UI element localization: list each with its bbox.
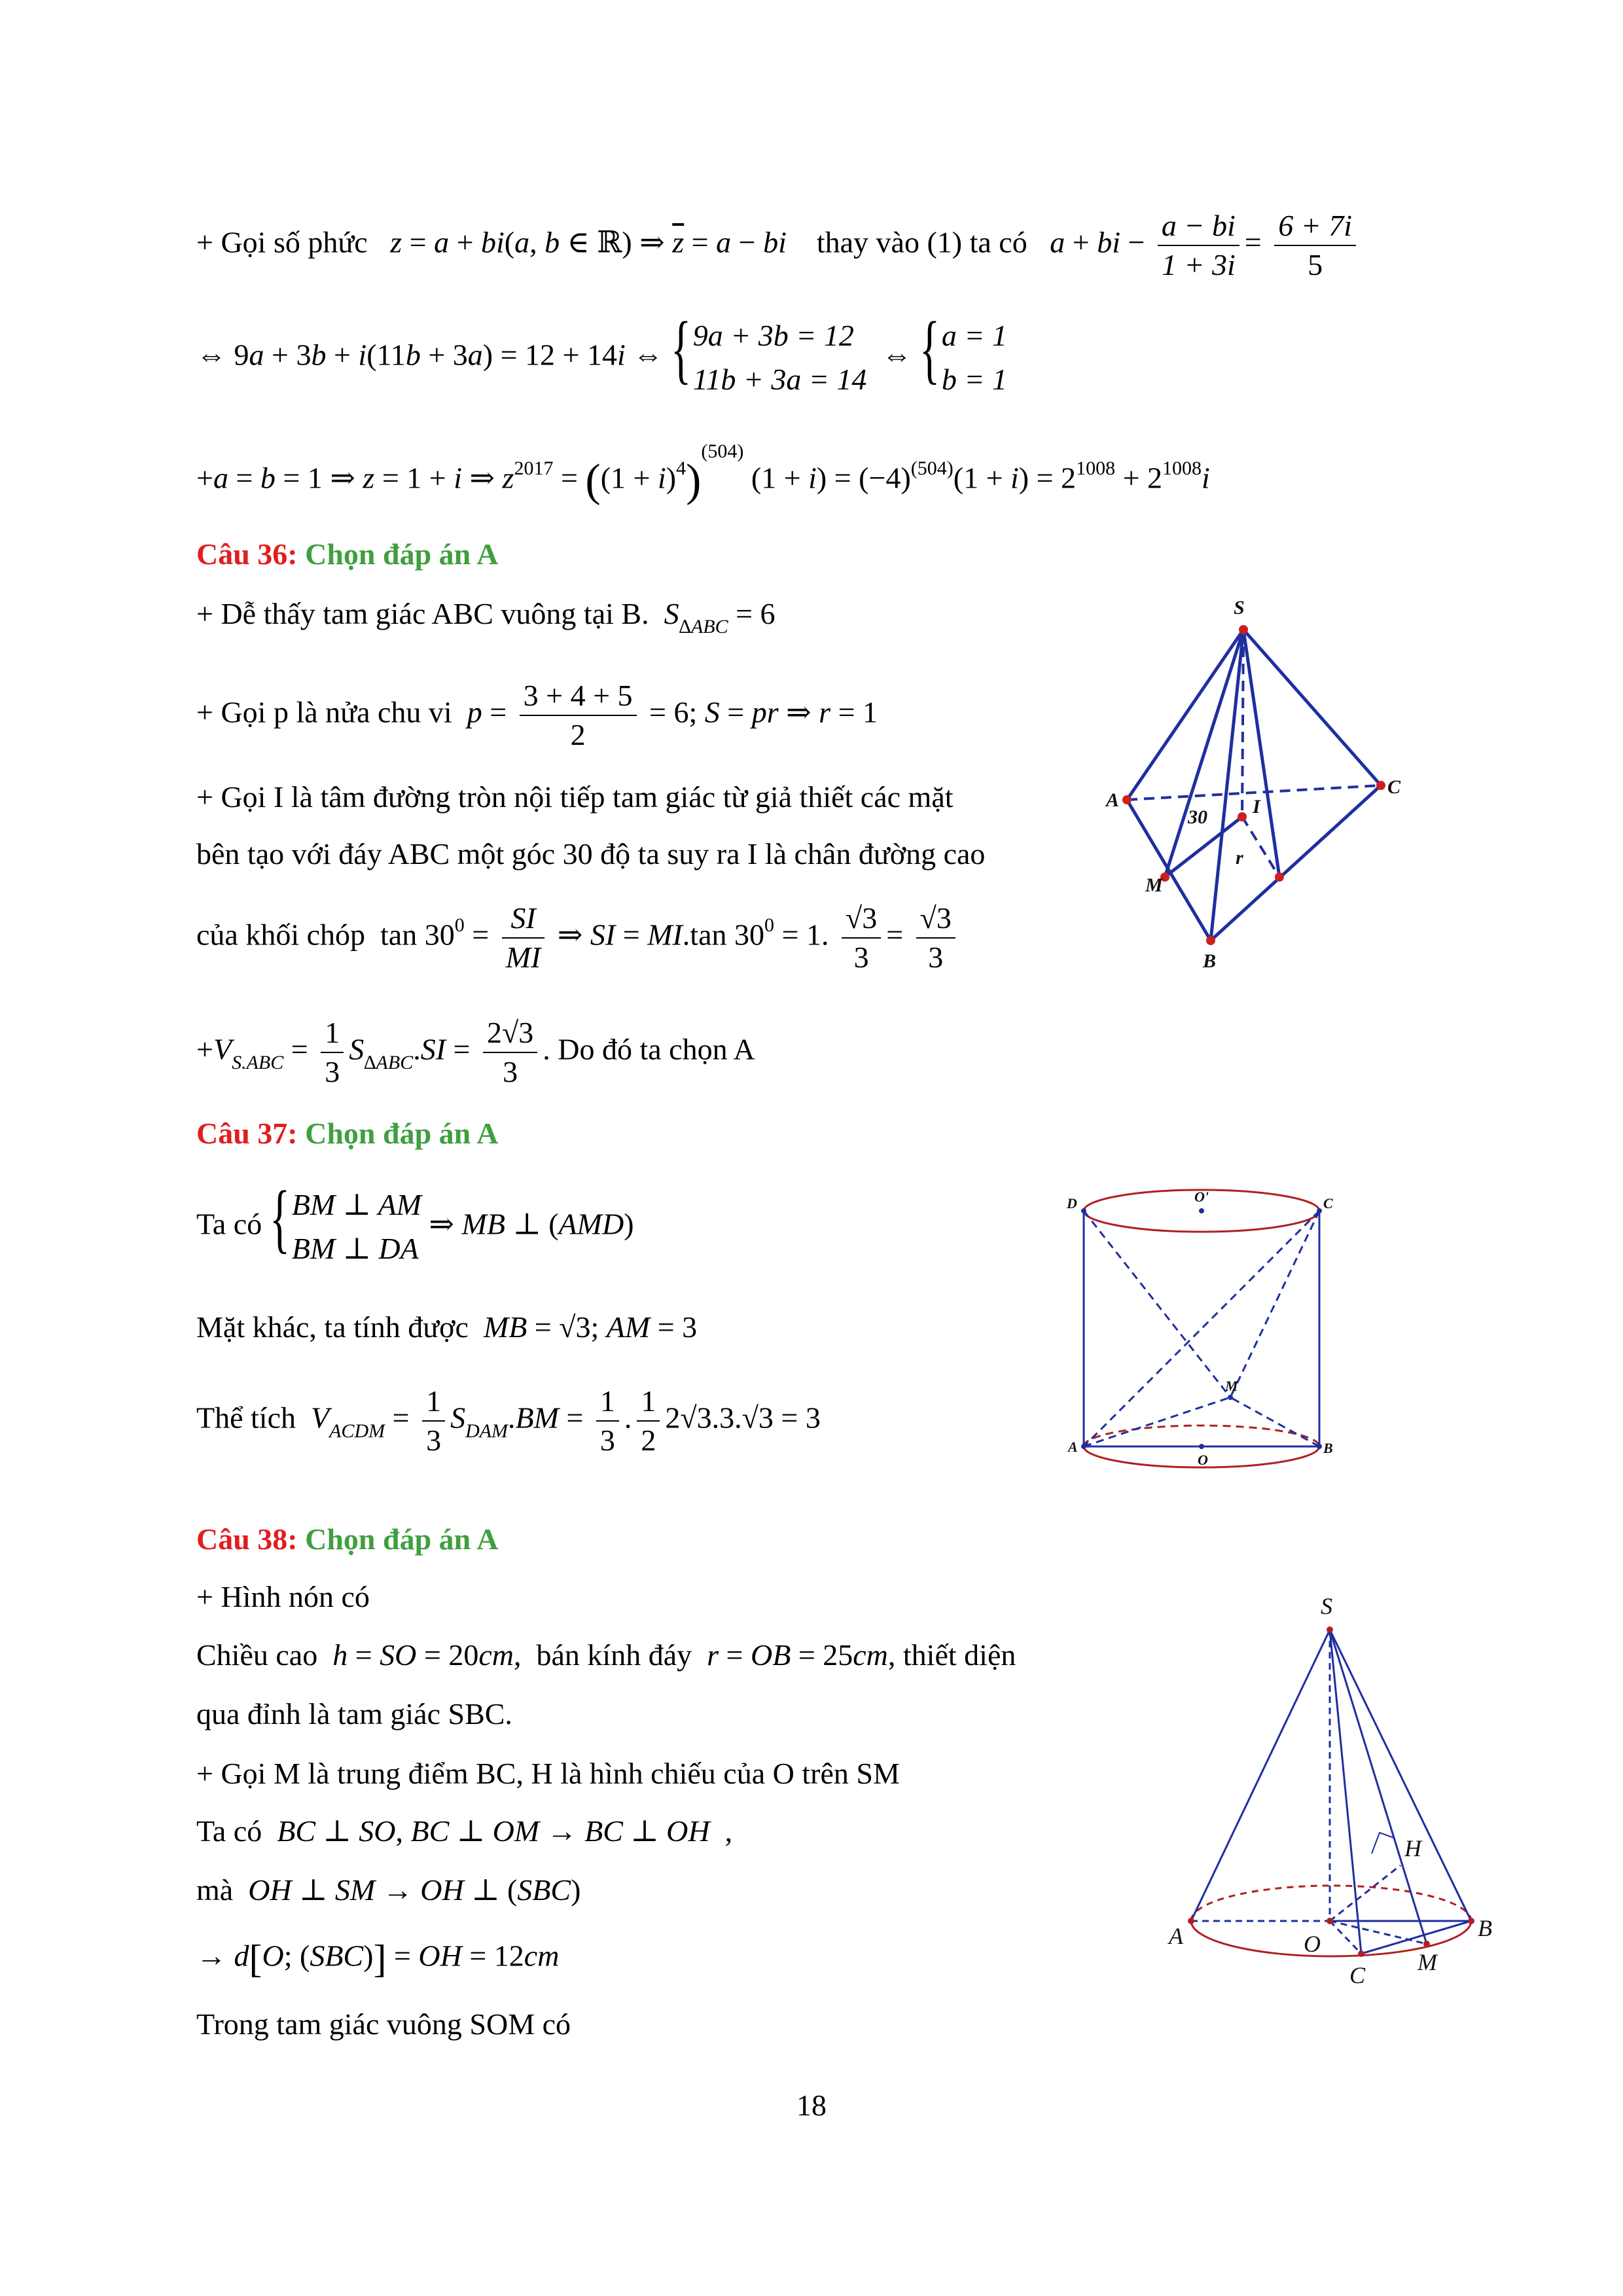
label-H: H — [1404, 1835, 1421, 1861]
q38-line-3: qua đỉnh là tam giác SBC. — [196, 1697, 512, 1731]
label-O: O — [1198, 1452, 1208, 1468]
q36-line-1: + Dễ thấy tam giác ABC vuông tại B. $S_{\Delta ABC} = 6$ — [196, 597, 776, 638]
formula-z-def: z — [390, 225, 402, 259]
q38-line-5: Ta có BC ⊥ SO, BC ⊥ OM → BC ⊥ OH , — [196, 1814, 733, 1848]
label-B: B — [1203, 950, 1217, 972]
label-r: r — [1236, 847, 1243, 869]
label-M: M — [1145, 874, 1163, 896]
q38-line-8: Trong tam giác vuông SOM có — [196, 2007, 571, 2041]
system-perpendicular: { BM ⊥ AM BM ⊥ DA — [269, 1175, 421, 1265]
q37-line-3: Thể tích $V_{ACDM}$ = $\frac{1}{3}$ $S_{DAM}.BM$ = $\frac{1}{3}$ . $\frac{1}{2}$ 2√3.3.√3 = 3 — [196, 1384, 821, 1457]
q38-line-7: → d[O; (SBC)] = OH = 12cm — [196, 1937, 560, 1981]
label-M: M — [1225, 1378, 1238, 1394]
label-C: C — [1387, 776, 1401, 798]
question-37-heading: Câu 37: Chọn đáp án A — [196, 1117, 499, 1150]
figure-cylinder — [1060, 1178, 1348, 1505]
solution-line-system: ⇔ 9a + 3b + i(11b + 3a) = 12 + 14i ⇔ { 9a + 3b = 12 11b + 3a = 14 ⇔ { a = 1 b = 1 — [196, 314, 1007, 401]
label-S: S — [1234, 597, 1245, 619]
label-30: 30 — [1188, 806, 1207, 828]
system-equations-2: { a = 1 b = 1 — [919, 306, 1007, 396]
system-equations-1: { 9a + 3b = 12 11b + 3a = 14 — [670, 306, 867, 396]
q36-line-2: + Gọi p là nửa chu vi p = $\frac{3 + 4 + 5}{2}$ = 6; S = pr ⇒ r = 1 — [196, 679, 878, 751]
q36-line-6: $+V_{S.ABC}$ = $\frac{1}{3}$ $S_{\Delta ABC}.SI$ = $\frac{2√3}{3}$ . Do đó ta chọn A — [196, 1016, 755, 1088]
question-38-heading: Câu 38: Chọn đáp án A — [196, 1522, 499, 1556]
label-B: B — [1478, 1915, 1492, 1941]
q38-line-2: Chiều cao h = SO = 20cm, bán kính đáy r = OB = 25cm, thiết diện — [196, 1638, 1016, 1672]
q37-line-2: Mặt khác, ta tính được MB = √3; AM = 3 — [196, 1310, 698, 1344]
label-O: O — [1304, 1931, 1321, 1957]
fraction-perimeter: $\frac{3 + 4 + 5}{2}$ — [520, 681, 637, 750]
solution-line-complex-substitution: + Gọi số phức z = a + bi(a, b ∈ ℝ) ⇒ $\overline{z} = a$ − bi thay vào (1) ta có a + bi − $\frac{a - bi}{1 + 3i}$ = $\frac{6 + 7i}{5}$ — [196, 211, 1361, 280]
page-number: 18 — [796, 2089, 827, 2122]
fraction-a-bi: $\frac{a - bi}{1 + 3i}$ — [1158, 211, 1240, 280]
text-goi-so-phuc: + Gọi số phức — [196, 225, 368, 259]
text-thay-vao: thay vào (1) ta có — [816, 225, 1027, 259]
q38-line-1: + Hình nón có — [196, 1580, 370, 1613]
fraction-6-7i: $\frac{6 + 7i}{5}$ — [1274, 211, 1356, 280]
label-O-prime: O' — [1194, 1189, 1209, 1205]
label-I: I — [1253, 796, 1260, 817]
q38-line-4: + Gọi M là trung điểm BC, H là hình chiếu của O trên SM — [196, 1757, 900, 1790]
question-36-heading: Câu 36: Chọn đáp án A — [196, 537, 499, 571]
label-B: B — [1323, 1440, 1333, 1456]
q36-line-3: + Gọi I là tâm đường tròn nội tiếp tam giác từ giả thiết các mặt — [196, 780, 954, 814]
figure-cone — [1158, 1590, 1525, 2009]
solution-line-power: +a = b = 1 ⇒ z = 1 + i ⇒ $z^{2017} = ((1 + i)^4)^{(504)}$ $(1 + i) = (-4)^{(504)}(1 + i) = 2^{1008} + 2^{1008}i$ — [196, 440, 1210, 506]
label-A: A — [1169, 1923, 1183, 1949]
label-M: M — [1418, 1949, 1437, 1975]
q36-line-4: bên tạo với đáy ABC một góc 30 độ ta suy ra I là chân đường cao — [196, 837, 986, 870]
figure-pyramid-sabc — [1099, 589, 1440, 995]
z-conjugate: $\overline{z}$ — [672, 225, 685, 259]
label-A: A — [1068, 1439, 1078, 1455]
q37-line-1: Ta có { BM ⊥ AM BM ⊥ DA ⇒ MB ⊥ (AMD) — [196, 1183, 634, 1270]
label-A: A — [1106, 789, 1120, 811]
label-S: S — [1321, 1593, 1332, 1619]
label-D: D — [1067, 1195, 1077, 1211]
label-C: C — [1323, 1195, 1333, 1211]
q36-line-5: của khối chóp $\tan 30^0$ = $\frac{SI}{MI}$ ⇒ SI = MI.tan $30^0 = 1$. $\frac{√3}{3}$ = $\frac{√3}{3}$ — [196, 903, 961, 973]
label-C: C — [1349, 1962, 1366, 1988]
q38-line-6: mà OH ⊥ SM → OH ⊥ (SBC) — [196, 1873, 581, 1907]
